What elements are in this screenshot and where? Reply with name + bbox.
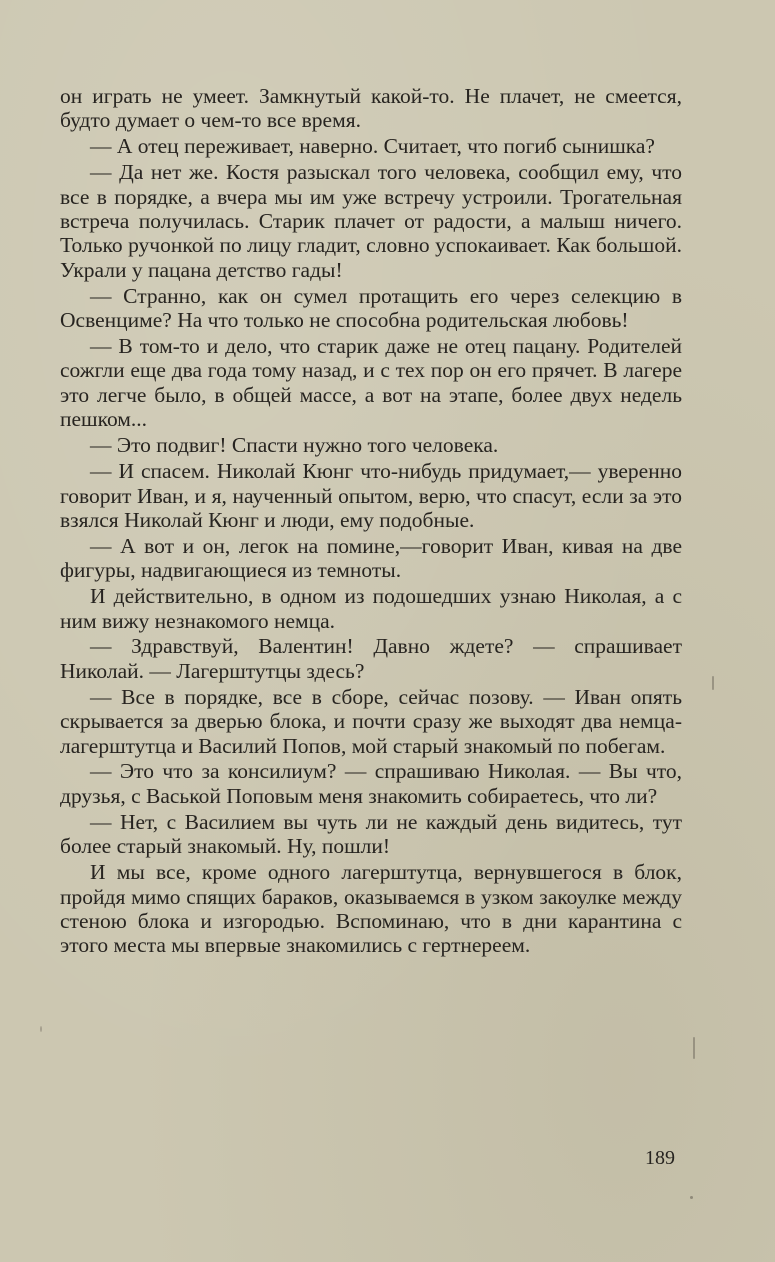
page-body-text (60, 84, 682, 958)
paper-speck (690, 1196, 693, 1199)
paragraph: — А отец переживает, наверно. Считает, что погиб сынишка? (90, 134, 655, 159)
paper-speck (40, 1026, 42, 1032)
paragraph: — Странно, как он сумел протащить его через селекцию в Освенциме? На что только не способна родительская любовь! (60, 283, 682, 333)
paragraph: — Это что за консилиум? — спрашиваю Николая. — Вы что, друзья, с Васькой Поповым меня знакомить собираетесь, что ли? (60, 759, 682, 808)
paper-speck (693, 1037, 695, 1059)
paragraph: И действительно, в одном из подошедших узнаю Николая, а с ним вижу незнакомого немца. (60, 584, 682, 633)
paper-speck (712, 676, 714, 690)
page-number: 189 (645, 1147, 675, 1169)
paragraph: — Нет, с Василием вы чуть ли не каждый день видитесь, тут более старый знакомый. Ну, пошли! (60, 809, 682, 859)
paragraph: — А вот и он, легок на помине,—говорит Иван, кивая на две фигуры, надвигающиеся из темноты. (60, 533, 682, 583)
paragraph: — Здравствуй, Валентин! Давно ждете? — спрашивает Николай. — Лагерштутцы здесь? (60, 634, 682, 683)
paragraph: — Это подвиг! Спасти нужно того человека. (90, 433, 499, 458)
paragraph: — Да нет же. Костя разыскал того человека, сообщил ему, что все в порядке, а вчера мы им уже встречу устроили. Трогательная встреча получилась. Старик плачет от радости, а малыш ничего. Только ручонкой по лицу гладит, словно успокаивает. Как большой. Украли у пацана детство гады! (60, 160, 682, 282)
paragraph: — И спасем. Николай Кюнг что-нибудь придумает,— уверенно говорит Иван, и я, наученный опытом, верю, что спасут, если за это взялся Николай Кюнг и люди, ему подобные. (60, 459, 682, 532)
paragraph: И мы все, кроме одного лагерштутца, вернувшегося в блок, пройдя мимо спящих бараков, оказываемся в узком закоулке между стеною блока и изгородью. Вспоминаю, что в дни карантина с этого места мы впервые знакомились с гертнереем. (60, 860, 682, 958)
paragraph: — Все в порядке, все в сборе, сейчас позову. — Иван опять скрывается за дверью блока, и почти сразу же выходят два немца-лагерштутца и Василий Попов, мой старый знакомый по побегам. (60, 684, 682, 758)
paragraph: — В том-то и дело, что старик даже не отец пацану. Родителей сожгли еще два года тому назад, и с тех пор он его прячет. В лагере это легче было, в общей массе, а вот на этапе, более двух недель пешком... (60, 334, 682, 432)
paragraph-continuation: он играть не умеет. Замкнутый какой-то. Не плачет, не смеется, будто думает о чем-то все время. (60, 84, 682, 133)
